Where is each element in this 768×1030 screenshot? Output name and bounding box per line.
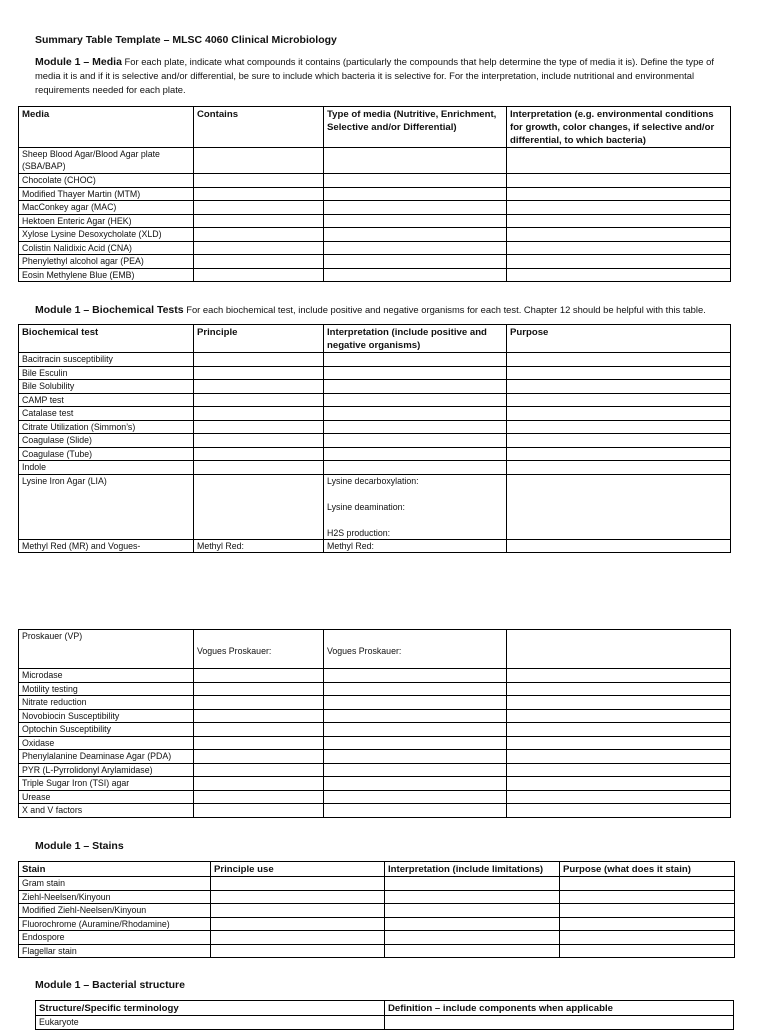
row-label: Nitrate reduction bbox=[19, 696, 194, 710]
interpretation-col-header: Interpretation (include limitations) bbox=[385, 862, 560, 877]
biochem-instructions-block bbox=[35, 303, 745, 317]
table-cell[interactable] bbox=[194, 804, 324, 818]
table-row bbox=[19, 434, 731, 448]
mr-interpretation-label: Methyl Red: bbox=[324, 539, 507, 553]
table-row bbox=[19, 736, 731, 750]
row-label: Flagellar stain bbox=[19, 944, 211, 958]
table-cell[interactable] bbox=[324, 201, 507, 215]
table-cell[interactable] bbox=[507, 353, 731, 367]
row-label: Endospore bbox=[19, 931, 211, 945]
table-cell[interactable] bbox=[324, 736, 507, 750]
table-cell[interactable] bbox=[507, 777, 731, 791]
row-label: Triple Sugar Iron (TSI) agar bbox=[19, 777, 194, 791]
table-row bbox=[19, 380, 731, 394]
table-row bbox=[19, 931, 735, 945]
table-row bbox=[19, 214, 731, 228]
row-label: X and V factors bbox=[19, 804, 194, 818]
table-cell[interactable] bbox=[324, 366, 507, 380]
table-row bbox=[19, 174, 731, 188]
table-cell[interactable] bbox=[324, 407, 507, 421]
table-row bbox=[19, 366, 731, 380]
page-title: Summary Table Template – MLSC 4060 Clinical Microbiology bbox=[35, 34, 337, 46]
table-row bbox=[19, 201, 731, 215]
table-cell[interactable] bbox=[507, 461, 731, 475]
table-cell[interactable] bbox=[324, 696, 507, 710]
table-cell[interactable] bbox=[507, 736, 731, 750]
table-cell[interactable] bbox=[324, 353, 507, 367]
table-cell[interactable] bbox=[324, 804, 507, 818]
row-label: Bacitracin susceptibility bbox=[19, 353, 194, 367]
table-cell[interactable] bbox=[507, 630, 731, 669]
table-cell[interactable] bbox=[507, 539, 731, 553]
table-row bbox=[19, 804, 731, 818]
table-row bbox=[19, 255, 731, 269]
table-row bbox=[36, 1016, 734, 1030]
table-row bbox=[19, 890, 735, 904]
table-cell[interactable] bbox=[507, 763, 731, 777]
structure-table-header bbox=[36, 1001, 734, 1016]
table-cell[interactable] bbox=[507, 790, 731, 804]
table-cell[interactable] bbox=[385, 890, 560, 904]
table-cell[interactable] bbox=[211, 877, 385, 891]
table-cell[interactable] bbox=[324, 380, 507, 394]
table-cell[interactable] bbox=[324, 214, 507, 228]
table-row bbox=[19, 750, 731, 764]
row-label: Novobiocin Susceptibility bbox=[19, 709, 194, 723]
table-cell[interactable] bbox=[324, 393, 507, 407]
table-row bbox=[19, 187, 731, 201]
table-cell[interactable] bbox=[324, 241, 507, 255]
table-cell[interactable] bbox=[324, 228, 507, 242]
row-label: CAMP test bbox=[19, 393, 194, 407]
table-cell[interactable] bbox=[507, 148, 731, 174]
table-cell[interactable] bbox=[324, 174, 507, 188]
table-cell[interactable] bbox=[385, 917, 560, 931]
structure-col-header: Structure/Specific terminology bbox=[36, 1001, 385, 1016]
biochem-instructions: For each biochemical test, include positive and negative organisms for each test. Chapter 12 should be helpful with this table. bbox=[186, 304, 706, 315]
media-table-header bbox=[19, 107, 731, 148]
table-cell[interactable] bbox=[507, 682, 731, 696]
principle-use-col-header: Principle use bbox=[211, 862, 385, 877]
table-cell[interactable] bbox=[324, 420, 507, 434]
row-label: Lysine Iron Agar (LIA) bbox=[19, 474, 194, 539]
table-row bbox=[19, 696, 731, 710]
row-label: Urease bbox=[19, 790, 194, 804]
table-cell[interactable] bbox=[324, 447, 507, 461]
table-cell[interactable] bbox=[194, 434, 324, 448]
table-cell[interactable] bbox=[507, 804, 731, 818]
interpretation-col-header: Interpretation (e.g. environmental conditions for growth, color changes, if selective and/or differential, to which bacteria) bbox=[507, 107, 731, 148]
table-cell[interactable] bbox=[560, 904, 735, 918]
table-cell[interactable] bbox=[385, 944, 560, 958]
stains-table-header bbox=[19, 862, 735, 877]
table-row bbox=[19, 420, 731, 434]
table-cell[interactable] bbox=[194, 353, 324, 367]
table-row bbox=[19, 777, 731, 791]
row-label: Microdase bbox=[19, 669, 194, 683]
table-cell[interactable] bbox=[507, 420, 731, 434]
table-cell[interactable] bbox=[385, 904, 560, 918]
table-cell[interactable] bbox=[211, 931, 385, 945]
purpose-col-header: Purpose (what does it stain) bbox=[560, 862, 735, 877]
vp-principle-label: Vogues Proskauer: bbox=[194, 630, 324, 669]
row-label: Eukaryote bbox=[36, 1016, 385, 1030]
principle-col-header: Principle bbox=[194, 325, 324, 353]
table-cell[interactable] bbox=[194, 380, 324, 394]
stains-table bbox=[18, 861, 735, 958]
table-cell[interactable] bbox=[194, 669, 324, 683]
table-cell[interactable] bbox=[507, 434, 731, 448]
table-cell[interactable] bbox=[507, 750, 731, 764]
table-cell[interactable] bbox=[324, 763, 507, 777]
table-row bbox=[19, 904, 735, 918]
table-row bbox=[19, 353, 731, 367]
table-row bbox=[19, 709, 731, 723]
table-cell[interactable] bbox=[194, 709, 324, 723]
row-label: Modified Ziehl-Neelsen/Kinyoun bbox=[19, 904, 211, 918]
row-label: Hektoen Enteric Agar (HEK) bbox=[19, 214, 194, 228]
table-row bbox=[19, 268, 731, 282]
table-cell[interactable] bbox=[507, 474, 731, 539]
table-cell[interactable] bbox=[194, 201, 324, 215]
biochem-heading: Module 1 – Biochemical Tests bbox=[35, 304, 184, 316]
table-row-mrvp bbox=[19, 539, 731, 553]
table-row-lia bbox=[19, 474, 731, 539]
table-cell[interactable] bbox=[324, 461, 507, 475]
table-cell[interactable] bbox=[385, 1016, 734, 1030]
table-row bbox=[19, 407, 731, 421]
table-cell[interactable] bbox=[507, 380, 731, 394]
row-label: Oxidase bbox=[19, 736, 194, 750]
row-label: Gram stain bbox=[19, 877, 211, 891]
row-label: Phenylethyl alcohol agar (PEA) bbox=[19, 255, 194, 269]
table-cell[interactable] bbox=[194, 148, 324, 174]
table-cell[interactable] bbox=[194, 447, 324, 461]
table-row bbox=[19, 447, 731, 461]
media-heading: Module 1 – Media bbox=[35, 56, 122, 68]
biochem-table-header bbox=[19, 325, 731, 353]
row-label: Bile Esculin bbox=[19, 366, 194, 380]
table-cell[interactable] bbox=[507, 366, 731, 380]
row-label: Indole bbox=[19, 461, 194, 475]
table-cell[interactable] bbox=[194, 174, 324, 188]
table-cell[interactable] bbox=[211, 904, 385, 918]
row-label: Chocolate (CHOC) bbox=[19, 174, 194, 188]
table-cell[interactable] bbox=[194, 228, 324, 242]
table-row bbox=[19, 461, 731, 475]
table-cell[interactable] bbox=[194, 736, 324, 750]
row-label: Colistin Nalidixic Acid (CNA) bbox=[19, 241, 194, 255]
table-cell[interactable] bbox=[194, 696, 324, 710]
row-label: Sheep Blood Agar/Blood Agar plate (SBA/BAP) bbox=[19, 148, 194, 174]
row-label: Coagulase (Tube) bbox=[19, 447, 194, 461]
table-row bbox=[19, 228, 731, 242]
stains-heading: Module 1 – Stains bbox=[35, 840, 124, 852]
table-cell[interactable] bbox=[507, 669, 731, 683]
biochem-table bbox=[18, 324, 731, 553]
table-cell[interactable] bbox=[194, 790, 324, 804]
row-label: Eosin Methylene Blue (EMB) bbox=[19, 268, 194, 282]
table-row bbox=[19, 682, 731, 696]
table-cell[interactable] bbox=[324, 790, 507, 804]
table-cell[interactable] bbox=[560, 890, 735, 904]
table-cell[interactable] bbox=[560, 944, 735, 958]
row-label: Methyl Red (MR) and Vogues- bbox=[19, 539, 194, 553]
table-cell[interactable] bbox=[507, 187, 731, 201]
row-label: Coagulase (Slide) bbox=[19, 434, 194, 448]
table-cell[interactable] bbox=[507, 447, 731, 461]
table-cell[interactable] bbox=[324, 709, 507, 723]
row-label: PYR (L-Pyrrolidonyl Arylamidase) bbox=[19, 763, 194, 777]
row-label: Modified Thayer Martin (MTM) bbox=[19, 187, 194, 201]
biochem-table-continued bbox=[18, 629, 731, 818]
table-cell[interactable] bbox=[507, 255, 731, 269]
table-row bbox=[19, 241, 731, 255]
table-cell[interactable] bbox=[194, 777, 324, 791]
table-cell[interactable] bbox=[194, 366, 324, 380]
media-col-header: Media bbox=[19, 107, 194, 148]
table-cell[interactable] bbox=[324, 187, 507, 201]
purpose-col-header: Purpose bbox=[507, 325, 731, 353]
table-cell[interactable] bbox=[324, 148, 507, 174]
lia-interpretation-cell[interactable] bbox=[324, 474, 507, 539]
table-row bbox=[19, 917, 735, 931]
table-cell[interactable] bbox=[194, 682, 324, 696]
table-row bbox=[19, 877, 735, 891]
table-cell[interactable] bbox=[560, 917, 735, 931]
table-cell[interactable] bbox=[507, 723, 731, 737]
table-cell[interactable] bbox=[324, 268, 507, 282]
table-cell[interactable] bbox=[194, 420, 324, 434]
structure-table bbox=[35, 1000, 734, 1030]
table-cell[interactable] bbox=[507, 393, 731, 407]
table-cell[interactable] bbox=[194, 750, 324, 764]
table-cell[interactable] bbox=[560, 877, 735, 891]
table-cell[interactable] bbox=[324, 750, 507, 764]
row-label: Catalase test bbox=[19, 407, 194, 421]
table-row bbox=[19, 393, 731, 407]
table-cell[interactable] bbox=[194, 241, 324, 255]
table-cell[interactable] bbox=[324, 434, 507, 448]
table-cell[interactable] bbox=[194, 268, 324, 282]
row-label: Fluorochrome (Auramine/Rhodamine) bbox=[19, 917, 211, 931]
table-cell[interactable] bbox=[507, 201, 731, 215]
definition-col-header: Definition – include components when applicable bbox=[385, 1001, 734, 1016]
table-row bbox=[19, 148, 731, 174]
table-cell[interactable] bbox=[507, 214, 731, 228]
table-cell[interactable] bbox=[507, 709, 731, 723]
table-cell[interactable] bbox=[507, 268, 731, 282]
table-cell[interactable] bbox=[194, 763, 324, 777]
row-label: Optochin Susceptibility bbox=[19, 723, 194, 737]
lia-decarboxylation-label: Lysine decarboxylation: bbox=[327, 475, 419, 486]
table-row bbox=[19, 669, 731, 683]
table-cell[interactable] bbox=[194, 187, 324, 201]
table-cell[interactable] bbox=[211, 890, 385, 904]
stain-col-header: Stain bbox=[19, 862, 211, 877]
mr-principle-label: Methyl Red: bbox=[194, 539, 324, 553]
table-cell[interactable] bbox=[507, 228, 731, 242]
table-cell[interactable] bbox=[507, 696, 731, 710]
table-cell[interactable] bbox=[194, 461, 324, 475]
row-label: Phenylalanine Deaminase Agar (PDA) bbox=[19, 750, 194, 764]
vp-interpretation-label: Vogues Proskauer: bbox=[324, 630, 507, 669]
table-row bbox=[19, 790, 731, 804]
table-cell[interactable] bbox=[194, 474, 324, 539]
row-label: Ziehl-Neelsen/Kinyoun bbox=[19, 890, 211, 904]
table-row-mrvp-continued bbox=[19, 630, 731, 669]
table-cell[interactable] bbox=[560, 931, 735, 945]
table-row bbox=[19, 723, 731, 737]
lia-deamination-label: Lysine deamination: bbox=[327, 501, 405, 512]
table-cell[interactable] bbox=[324, 682, 507, 696]
table-cell[interactable] bbox=[211, 944, 385, 958]
table-cell[interactable] bbox=[324, 777, 507, 791]
biochem-test-col-header: Biochemical test bbox=[19, 325, 194, 353]
table-cell[interactable] bbox=[385, 931, 560, 945]
table-cell[interactable] bbox=[194, 393, 324, 407]
row-label: Xylose Lysine Desoxycholate (XLD) bbox=[19, 228, 194, 242]
media-instructions-block bbox=[35, 55, 740, 97]
table-cell[interactable] bbox=[507, 407, 731, 421]
table-row bbox=[19, 763, 731, 777]
table-cell[interactable] bbox=[324, 255, 507, 269]
structure-heading: Module 1 – Bacterial structure bbox=[35, 979, 185, 991]
table-cell[interactable] bbox=[194, 407, 324, 421]
table-cell[interactable] bbox=[194, 723, 324, 737]
lia-h2s-label: H2S production: bbox=[327, 527, 391, 538]
row-label: Bile Solubility bbox=[19, 380, 194, 394]
table-cell[interactable] bbox=[507, 241, 731, 255]
table-cell[interactable] bbox=[194, 214, 324, 228]
table-cell[interactable] bbox=[211, 917, 385, 931]
table-cell[interactable] bbox=[324, 669, 507, 683]
type-col-header: Type of media (Nutritive, Enrichment, Selective and/or Differential) bbox=[324, 107, 507, 148]
row-label: Citrate Utilization (Simmon’s) bbox=[19, 420, 194, 434]
table-row bbox=[19, 944, 735, 958]
interpretation-col-header: Interpretation (include positive and negative organisms) bbox=[324, 325, 507, 353]
table-cell[interactable] bbox=[385, 877, 560, 891]
row-label: Motility testing bbox=[19, 682, 194, 696]
row-label: MacConkey agar (MAC) bbox=[19, 201, 194, 215]
media-table bbox=[18, 106, 731, 282]
contains-col-header: Contains bbox=[194, 107, 324, 148]
table-cell[interactable] bbox=[324, 723, 507, 737]
row-label: Proskauer (VP) bbox=[19, 630, 194, 669]
media-instructions: For each plate, indicate what compounds it contains (particularly the compounds that help determine the type of media it is). Define the type of media it is and if it is selective and/or differential, be sure to include which bacteria it is selective for. For the interpretation, include nutritional and environmental requirements needed for each plate. bbox=[35, 56, 714, 95]
table-cell[interactable] bbox=[507, 174, 731, 188]
table-cell[interactable] bbox=[194, 255, 324, 269]
